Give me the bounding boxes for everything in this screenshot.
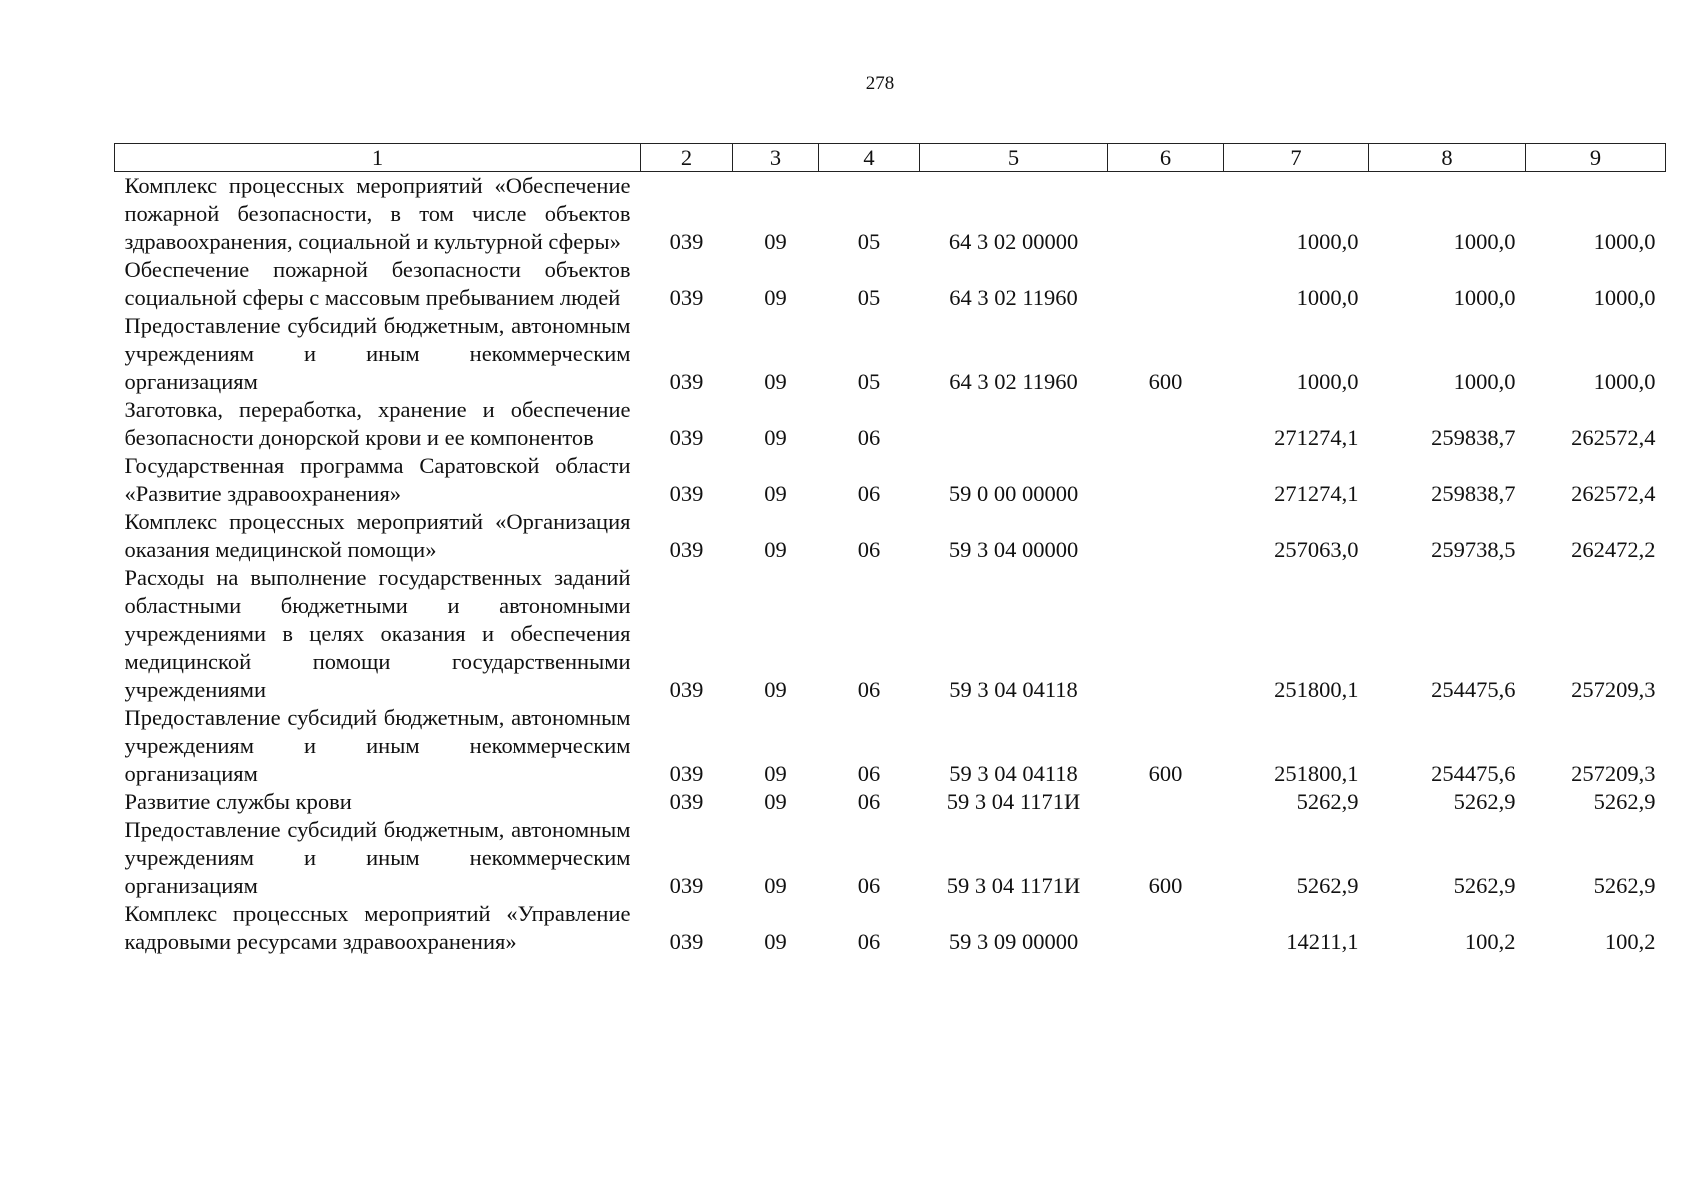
row-amount-col8: 1000,0 — [1453, 285, 1516, 310]
row-subsection: 06 — [857, 929, 881, 954]
row-section: 09 — [764, 369, 787, 394]
row-section: 09 — [764, 285, 787, 310]
row-name: Развитие службы крови — [124, 789, 352, 814]
table-row — [115, 508, 1666, 564]
row-expense-type — [1108, 452, 1224, 508]
row-name: Обеспечение пожарной безопасности объектов социальной сферы с массовым пребыванием людей — [124, 257, 631, 310]
row-section: 09 — [764, 873, 787, 898]
row-name: Заготовка, переработка, хранение и обеспечение безопасности донорской крови и ее компонентов — [124, 397, 631, 450]
row-subsection: 05 — [857, 229, 881, 254]
row-amount-col9: 262572,4 — [1571, 481, 1656, 506]
row-amount-col7: 271274,1 — [1274, 425, 1359, 450]
row-name: Комплекс процессных мероприятий «Обеспечение пожарной безопасности, в том числе объектов здравоохранения, социальной и культурной сферы» — [124, 173, 631, 254]
row-amount-col8: 259838,7 — [1431, 481, 1516, 506]
row-amount-col7: 14211,1 — [1286, 929, 1359, 954]
table-row — [115, 256, 1666, 312]
header-cell: 9 — [1526, 144, 1666, 172]
row-expense-type — [1108, 508, 1224, 564]
table-row — [115, 788, 1666, 816]
row-amount-col9: 257209,3 — [1571, 677, 1656, 702]
row-amount-col9: 262472,2 — [1571, 537, 1656, 562]
row-name: Предоставление субсидий бюджетным, автономным учреждениям и иным некоммерческим организациям — [124, 817, 631, 898]
row-ved-code: 039 — [669, 929, 704, 954]
row-target-article — [920, 396, 1108, 452]
row-name: Комплекс процессных мероприятий «Организация оказания медицинской помощи» — [124, 509, 631, 562]
row-section: 09 — [764, 481, 787, 506]
row-expense-type — [1108, 396, 1224, 452]
row-section: 09 — [764, 425, 787, 450]
row-amount-col8: 259838,7 — [1431, 425, 1516, 450]
row-ved-code: 039 — [669, 537, 704, 562]
header-cell: 6 — [1108, 144, 1224, 172]
table-row — [115, 452, 1666, 508]
row-name: Государственная программа Саратовской области «Развитие здравоохранения» — [124, 453, 631, 506]
row-section: 09 — [764, 761, 787, 786]
row-target-article: 59 3 04 1171И — [946, 789, 1081, 814]
row-expense-type: 600 — [1148, 369, 1183, 394]
table-row — [115, 816, 1666, 900]
row-ved-code: 039 — [669, 425, 704, 450]
row-section: 09 — [764, 929, 787, 954]
row-subsection: 06 — [857, 481, 881, 506]
row-target-article: 64 3 02 00000 — [948, 229, 1079, 254]
row-amount-col7: 5262,9 — [1296, 873, 1359, 898]
row-name: Расходы на выполнение государственных заданий областными бюджетными и автономными учреждениями в целях оказания и обеспечения медицинской помощи государственными учреждениями — [124, 565, 631, 702]
row-target-article: 59 3 04 04118 — [949, 677, 1078, 702]
row-section: 09 — [764, 229, 787, 254]
row-amount-col8: 1000,0 — [1453, 369, 1516, 394]
row-amount-col7: 1000,0 — [1296, 369, 1359, 394]
row-ved-code: 039 — [669, 285, 704, 310]
row-target-article: 59 0 00 00000 — [948, 481, 1079, 506]
row-ved-code: 039 — [669, 873, 704, 898]
header-cell: 1 — [115, 144, 641, 172]
row-amount-col8: 5262,9 — [1453, 789, 1516, 814]
header-cell: 3 — [733, 144, 819, 172]
row-amount-col7: 5262,9 — [1296, 789, 1359, 814]
row-subsection: 06 — [857, 873, 881, 898]
row-amount-col8: 5262,9 — [1453, 873, 1516, 898]
table-row — [115, 564, 1666, 704]
row-amount-col7: 251800,1 — [1274, 761, 1359, 786]
row-name: Комплекс процессных мероприятий «Управление кадровыми ресурсами здравоохранения» — [124, 901, 631, 954]
header-row — [115, 144, 1666, 172]
row-amount-col9: 1000,0 — [1593, 369, 1656, 394]
row-subsection: 06 — [857, 425, 881, 450]
row-amount-col7: 1000,0 — [1296, 229, 1359, 254]
row-amount-col8: 259738,5 — [1431, 537, 1516, 562]
row-ved-code: 039 — [669, 229, 704, 254]
header-cell: 2 — [641, 144, 733, 172]
row-target-article: 64 3 02 11960 — [949, 285, 1078, 310]
row-target-article: 59 3 04 04118 — [949, 761, 1078, 786]
header-cell: 4 — [819, 144, 920, 172]
row-ved-code: 039 — [669, 481, 704, 506]
row-name: Предоставление субсидий бюджетным, автономным учреждениям и иным некоммерческим организациям — [124, 313, 631, 394]
row-amount-col9: 5262,9 — [1593, 789, 1656, 814]
row-subsection: 05 — [857, 285, 881, 310]
table-row — [115, 900, 1666, 956]
row-name: Предоставление субсидий бюджетным, автономным учреждениям и иным некоммерческим организациям — [124, 705, 631, 786]
row-ved-code: 039 — [669, 761, 704, 786]
row-ved-code: 039 — [669, 677, 704, 702]
row-amount-col9: 262572,4 — [1571, 425, 1656, 450]
row-section: 09 — [764, 677, 787, 702]
row-expense-type — [1108, 788, 1224, 816]
row-amount-col8: 254475,6 — [1431, 761, 1516, 786]
header-cell: 7 — [1224, 144, 1369, 172]
row-expense-type — [1108, 564, 1224, 704]
header-cell: 5 — [920, 144, 1108, 172]
row-expense-type: 600 — [1148, 873, 1183, 898]
row-amount-col7: 1000,0 — [1296, 285, 1359, 310]
row-amount-col9: 100,2 — [1604, 929, 1656, 954]
row-amount-col7: 271274,1 — [1274, 481, 1359, 506]
table-body — [115, 172, 1666, 957]
row-target-article: 59 3 09 00000 — [948, 929, 1079, 954]
header-cell: 8 — [1369, 144, 1526, 172]
row-amount-col8: 254475,6 — [1431, 677, 1516, 702]
row-amount-col9: 1000,0 — [1593, 285, 1656, 310]
row-subsection: 05 — [857, 369, 881, 394]
row-expense-type — [1108, 900, 1224, 956]
table-row — [115, 396, 1666, 452]
row-expense-type: 600 — [1148, 761, 1183, 786]
budget-table — [114, 143, 1666, 956]
row-amount-col7: 251800,1 — [1274, 677, 1359, 702]
row-amount-col8: 1000,0 — [1453, 229, 1516, 254]
row-amount-col9: 5262,9 — [1593, 873, 1656, 898]
row-ved-code: 039 — [669, 789, 704, 814]
row-amount-col9: 1000,0 — [1593, 229, 1656, 254]
page-number: 278 — [865, 73, 895, 94]
row-subsection: 06 — [857, 537, 881, 562]
row-section: 09 — [764, 537, 787, 562]
row-expense-type — [1108, 172, 1224, 257]
row-subsection: 06 — [857, 789, 881, 814]
row-amount-col9: 257209,3 — [1571, 761, 1656, 786]
row-target-article: 59 3 04 1171И — [946, 873, 1081, 898]
row-target-article: 59 3 04 00000 — [948, 537, 1079, 562]
row-target-article: 64 3 02 11960 — [949, 369, 1078, 394]
table-row — [115, 172, 1666, 257]
row-expense-type — [1108, 256, 1224, 312]
row-subsection: 06 — [857, 677, 881, 702]
table-row — [115, 312, 1666, 396]
row-section: 09 — [764, 789, 787, 814]
row-ved-code: 039 — [669, 369, 704, 394]
row-amount-col7: 257063,0 — [1274, 537, 1359, 562]
row-subsection: 06 — [857, 761, 881, 786]
row-amount-col8: 100,2 — [1464, 929, 1516, 954]
table-row — [115, 704, 1666, 788]
